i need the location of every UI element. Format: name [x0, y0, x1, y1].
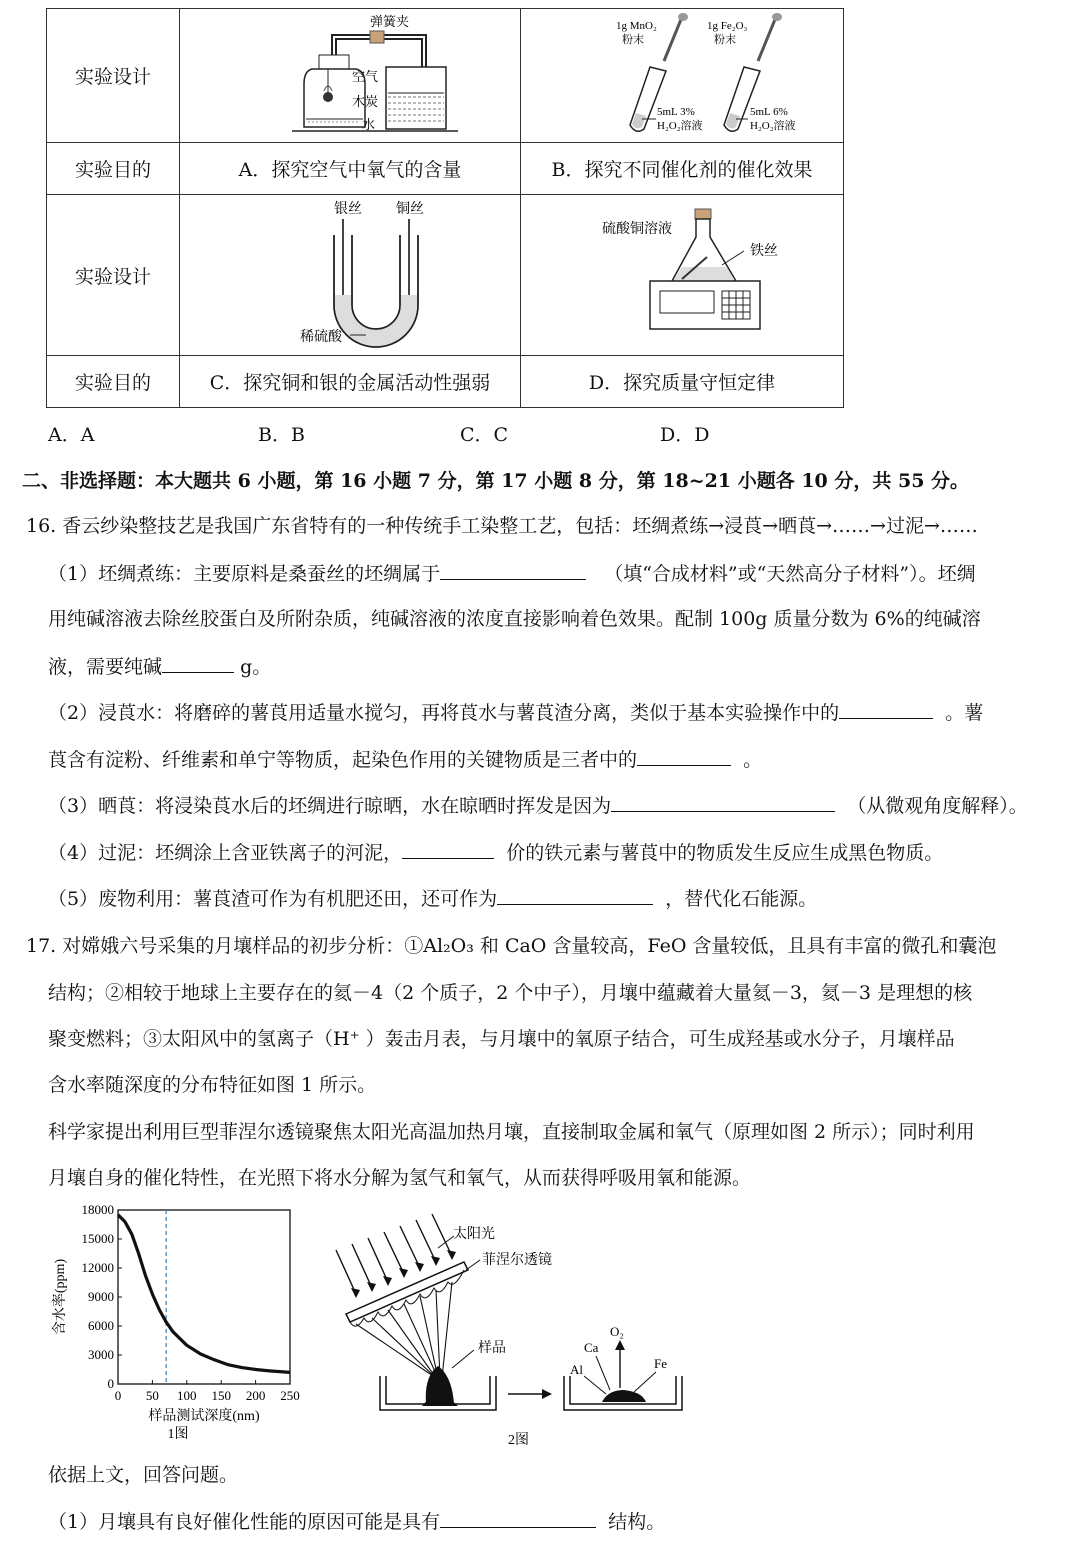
q16-p3-text: （3）晒莨：将浸染莨水后的坯绸进行晾晒，水在晾晒时挥发是因为: [48, 795, 612, 817]
q16-p4-text: （4）过泥：坯绸涂上含亚铁离子的河泥，: [48, 842, 403, 864]
q16-part1-line1: [48, 559, 1066, 588]
label-fresnel-lens: 菲涅尔透镜: [482, 1253, 552, 1268]
q16-p1-text2: 液，需要纯碱: [48, 656, 163, 678]
q16-stem: 16. 香云纱染整技艺是我国广东省特有的一种传统手工染整工艺，包括：坯绸煮练→浸莨→晒莨→……→过泥→……: [26, 515, 978, 537]
y-tick-label: 15000: [81, 1231, 114, 1246]
q16-p2-text2: 莨含有淀粉、纤维素和单宁等物质，起染色作用的关键物质是三者中的: [48, 749, 638, 771]
option-a-target: A．探究空气中氧气的含量: [180, 143, 521, 195]
q16-p2-tail: 。薯: [945, 702, 984, 724]
q17-line3: 聚变燃料；③太阳风中的氢离子（H⁺ ）轰击月表，与月壤中的氧原子结合，可生成羟基或水分子，月壤样品: [48, 1028, 955, 1050]
figure-a-apparatus: [200, 9, 500, 137]
answer-blank-16-2[interactable]: [162, 652, 234, 673]
option-c-target: C．探究铜和银的金属活动性强弱: [180, 356, 521, 408]
x-tick-label: 250: [280, 1388, 300, 1403]
q17-line6: 月壤自身的催化特性，在光照下将水分解为氢气和氧气，从而获得呼吸用氧和能源。: [48, 1167, 752, 1189]
row-label-target-2: 实验目的: [47, 356, 180, 408]
figure2-caption: 2图: [508, 1433, 529, 1448]
q16-part4: [48, 838, 1066, 867]
figure-d-balance: [532, 195, 832, 350]
answer-blank-16-5[interactable]: [611, 791, 835, 812]
label-3pct: 5mL 3%: [657, 106, 695, 118]
q16-part5: [48, 884, 1066, 913]
label-air: 空气: [352, 69, 379, 84]
figure-d-cell: [521, 195, 844, 356]
x-tick-label: 100: [177, 1388, 197, 1403]
figure-b-cell: [521, 9, 844, 143]
q16-p2-end: 。: [743, 749, 763, 771]
label-6pct: 5mL 6%: [750, 106, 788, 118]
figure-c-cell: [180, 195, 521, 356]
q16-p2-text: （2）浸莨水：将磨碎的薯莨用适量水搅匀，再将莨水与薯莨渣分离，类似于基本实验操作中的: [48, 702, 840, 724]
q17-line4: 含水率随深度的分布特征如图 1 所示。: [48, 1074, 377, 1096]
y-axis-label: 含水率(ppm): [53, 1258, 68, 1336]
x-tick-label: 50: [145, 1388, 159, 1403]
q17-sub1-tail: 结构。: [608, 1511, 666, 1533]
row-label-design-1: 实验设计: [47, 9, 180, 143]
y-tick-label: 6000: [88, 1318, 114, 1333]
row-label-design-2: 实验设计: [47, 195, 180, 356]
figure1-water-chart: [40, 1198, 300, 1458]
q16-p1-hint: （填“合成材料”或“天然高分子材料”）。坯绸: [604, 563, 976, 585]
label-o2: O₂: [610, 1324, 624, 1339]
q16-part2-line1: [48, 698, 1066, 727]
label-ca: Ca: [584, 1340, 599, 1355]
figure-c-u-tube: [200, 195, 500, 350]
answer-blank-16-4[interactable]: [637, 745, 731, 766]
q16-part2-line2: [48, 745, 1066, 774]
q16-part3: [48, 791, 1066, 820]
x-tick-label: 150: [211, 1388, 231, 1403]
label-cuso4: 硫酸铜溶液: [602, 222, 672, 237]
answer-blank-16-3[interactable]: [839, 698, 933, 719]
y-tick-label: 3000: [88, 1347, 114, 1362]
figure2-fresnel-lens: [326, 1208, 706, 1452]
q16-p3-hint: （从微观角度解释）。: [847, 795, 1028, 817]
q16-part1-line3: [48, 652, 1066, 681]
y-tick-label: 9000: [88, 1289, 114, 1304]
q16-p5-text: （5）废物利用：薯莨渣可作为有机肥还田，还可作为: [48, 888, 498, 910]
y-tick-label: 18000: [81, 1202, 114, 1217]
experiment-table: [46, 8, 844, 408]
row-label-target-1: 实验目的: [47, 143, 180, 195]
label-mno2-powder: 粉末: [622, 34, 644, 46]
answer-blank-16-1[interactable]: [440, 559, 586, 580]
x-axis-label: 样品测试深度(nm): [148, 1409, 260, 1424]
y-tick-label: 12000: [81, 1260, 114, 1275]
label-charcoal: 木炭: [352, 94, 379, 109]
figure-a-cell: [180, 9, 521, 143]
q17-line2: 结构；②相较于地球上主要存在的氦－4（2 个质子，2 个中子），月壤中蕴藏着大量氦－3，氦－3 是理想的核: [48, 982, 973, 1004]
label-copper: 铜丝: [396, 202, 424, 217]
answer-blank-17-1[interactable]: [440, 1507, 596, 1528]
plot-frame: [118, 1210, 290, 1384]
q17-line5: 科学家提出利用巨型菲涅尔透镜聚焦太阳光高温加热月壤，直接制取金属和氧气（原理如图 2 所示）；同时利用: [48, 1121, 975, 1143]
series-line-water-content: [118, 1215, 290, 1373]
label-fe2o3: 1g Fe₂O₃: [707, 20, 748, 32]
q16-p4-tail: 价的铁元素与薯莨中的物质发生反应生成黑色物质。: [506, 842, 944, 864]
y-tick-label: 0: [107, 1376, 114, 1391]
section-heading: 二、非选择题：本大题共 6 小题，第 16 小题 7 分，第 17 小题 8 分，第 18~21 小题各 10 分，共 55 分。: [22, 470, 970, 492]
option-a[interactable]: A．A: [48, 424, 95, 446]
figure1-caption: 1图: [167, 1427, 189, 1442]
x-tick-label: 0: [114, 1388, 122, 1403]
label-al: Al: [570, 1362, 583, 1377]
answer-blank-16-6[interactable]: [402, 838, 494, 859]
label-fe: Fe: [654, 1356, 667, 1371]
option-c[interactable]: C．C: [460, 424, 509, 446]
q16-p1-unit: g。: [240, 656, 272, 678]
q17-sub1-text: （1）月壤具有良好催化性能的原因可能是具有: [48, 1511, 441, 1533]
q16-part1-line2: 用纯碱溶液去除丝胶蛋白及所附杂质，纯碱溶液的浓度直接影响着色效果。配制 100g 质量分数为 6%的纯碱溶: [48, 608, 981, 630]
q17-sub1: [48, 1507, 1066, 1536]
label-silver: 银丝: [334, 202, 362, 217]
option-d[interactable]: D．D: [660, 424, 710, 446]
q16-p1-text: （1）坯绸煮练：主要原料是桑蚕丝的坯绸属于: [48, 563, 441, 585]
q17-line1: 17. 对嫦娥六号采集的月壤样品的初步分析：①Al₂O₃ 和 CaO 含量较高，FeO 含量较低，且具有丰富的微孔和囊泡: [26, 935, 997, 957]
option-b[interactable]: B．B: [258, 424, 305, 446]
label-h2o2-left: H₂O₂溶液: [657, 120, 703, 132]
figure-b-catalysts: [532, 9, 832, 137]
label-sunlight: 太阳光: [453, 1227, 495, 1242]
label-mno2: 1g MnO₂: [616, 20, 657, 32]
answer-blank-16-7[interactable]: [497, 884, 653, 905]
label-dilute-acid: 稀硫酸: [300, 330, 342, 345]
q17-instruction: 依据上文，回答问题。: [48, 1464, 239, 1486]
x-tick-label: 200: [245, 1388, 266, 1403]
label-clip: 弹簧夹: [370, 14, 410, 29]
q16-p5-tail: ，替代化石能源。: [665, 888, 818, 910]
label-water: 水: [362, 117, 376, 132]
option-d-target: D．探究质量守恒定律: [521, 356, 844, 408]
label-sample: 样品: [478, 1341, 506, 1356]
label-fe2o3-powder: 粉末: [714, 34, 736, 46]
label-iron-wire: 铁丝: [750, 244, 778, 259]
label-h2o2-right: H₂O₂溶液: [750, 120, 796, 132]
option-b-target: B．探究不同催化剂的催化效果: [521, 143, 844, 195]
